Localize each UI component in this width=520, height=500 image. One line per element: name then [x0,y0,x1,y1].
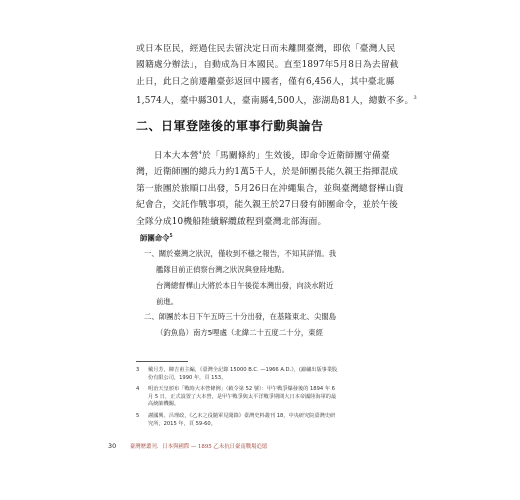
footnote-4 [136,386,386,409]
quote-line: 艦隊目前正偵察台灣之狀況與登陸地點。 [156,265,290,275]
paragraph-2 [136,145,404,230]
footnote-number: 5 [136,413,140,419]
footnote-ref-4[interactable]: 4 [198,150,202,156]
series-title: 臺灣歷叢刊．日本與國際 — 1895 乙未抗日臺南戰場追憶 [129,444,268,450]
quote-line: 前進。 [156,296,179,306]
quote-line: 台灣總督樺山大將於本日午後從本灣出發，向淡水附近 [156,280,334,290]
footnote-ref-5[interactable]: 5 [169,233,173,239]
footnote-line: 明治天皇頒布「戰時大本營條例」（敕令第 52 號）：甲午戰爭爆發後的 1894 年 6 [148,386,335,392]
quote-line: 一、關於臺灣之狀況，僅收到不穩之報告，不知其詳情。我 [144,249,337,259]
page-number: 30 [108,442,117,450]
footnote-number: 4 [136,386,140,392]
footnote-divider [136,361,188,362]
footnote-line: 份有限公司，1990 年，頁 153。 [148,374,227,381]
paragraph-1-line: 止日，此日之前遷離臺彭返回中國者，僅有6,456人，其中臺北縣 [136,76,395,87]
section-title: 二、日軍登陸後的軍事行動與論告 [136,119,324,133]
paragraph-2-line: 灣，近衛師團的總兵力約1萬5千人，於是師團長能久親王指揮混成 [136,167,399,178]
footnote-line: 高統帥機關。 [148,401,180,408]
footnote-number: 3 [136,367,140,373]
paragraph-2-line: 全隊分成10機船陸續解纜啟程到臺灣北部海面。 [136,216,327,227]
paragraph-2-line: 紀會合，交託作戰事項，能久親王於27日發有師團命令，並於午後 [136,200,399,211]
quote-heading: 師團命令$^5$ [140,233,173,243]
footnote-line: 月 5 日，正式設置了大本營，是甲午戰爭與太平洋戰爭期間大日本帝國陸海軍的最 [148,393,337,400]
division-order-quote [140,229,380,341]
page-footer [108,442,267,450]
quote-line: 二、師團於本日下午五時三十分出發，在基隆東北、尖閣島 [144,312,337,322]
quote-line: （釣魚島）南方5哩處（北緯二十五度二十分，東經 [156,328,324,338]
paragraph-1 [136,41,417,110]
paragraph-1-line: 1,574人，臺中縣301人，臺南縣4,500人，澎湖島81人，總數不多。$^3$ [136,95,417,107]
paragraph-2-line: 日本大本營$^4$於「馬關條約」生效後，即命令近衛師團守備臺 [153,150,390,161]
footnote-ref-3[interactable]: 3 [413,95,417,102]
paragraph-1-line: 或日本臣民，經過住民去留決定日而未離開臺灣，即依「臺灣人民 [136,44,396,54]
footnote-line: 戴月芳，陳吉甫主編，《臺灣全記錄 15000 B.C. —1966 A.D.》，(錦繡出版事業股 [148,367,338,373]
footnote-line: 謝國興、呂理政，《乙未之役隨軍見聞錄》臺灣史料叢刊 18，中央研究院臺灣史研 [148,413,336,419]
footnote-line: 究所，2015 年，頁 59-60。 [148,420,216,427]
paragraph-1-line: 國籍處分辦法」，自動成為日本國民。直至1897年5月8日為去留截 [136,60,399,71]
paragraph-2-line: 第一旅團於旅順口出發，5月26日在沖繩集合，並與臺灣總督樺山資 [136,183,404,194]
footnote-3 [136,367,386,382]
footnote-5 [136,413,386,428]
